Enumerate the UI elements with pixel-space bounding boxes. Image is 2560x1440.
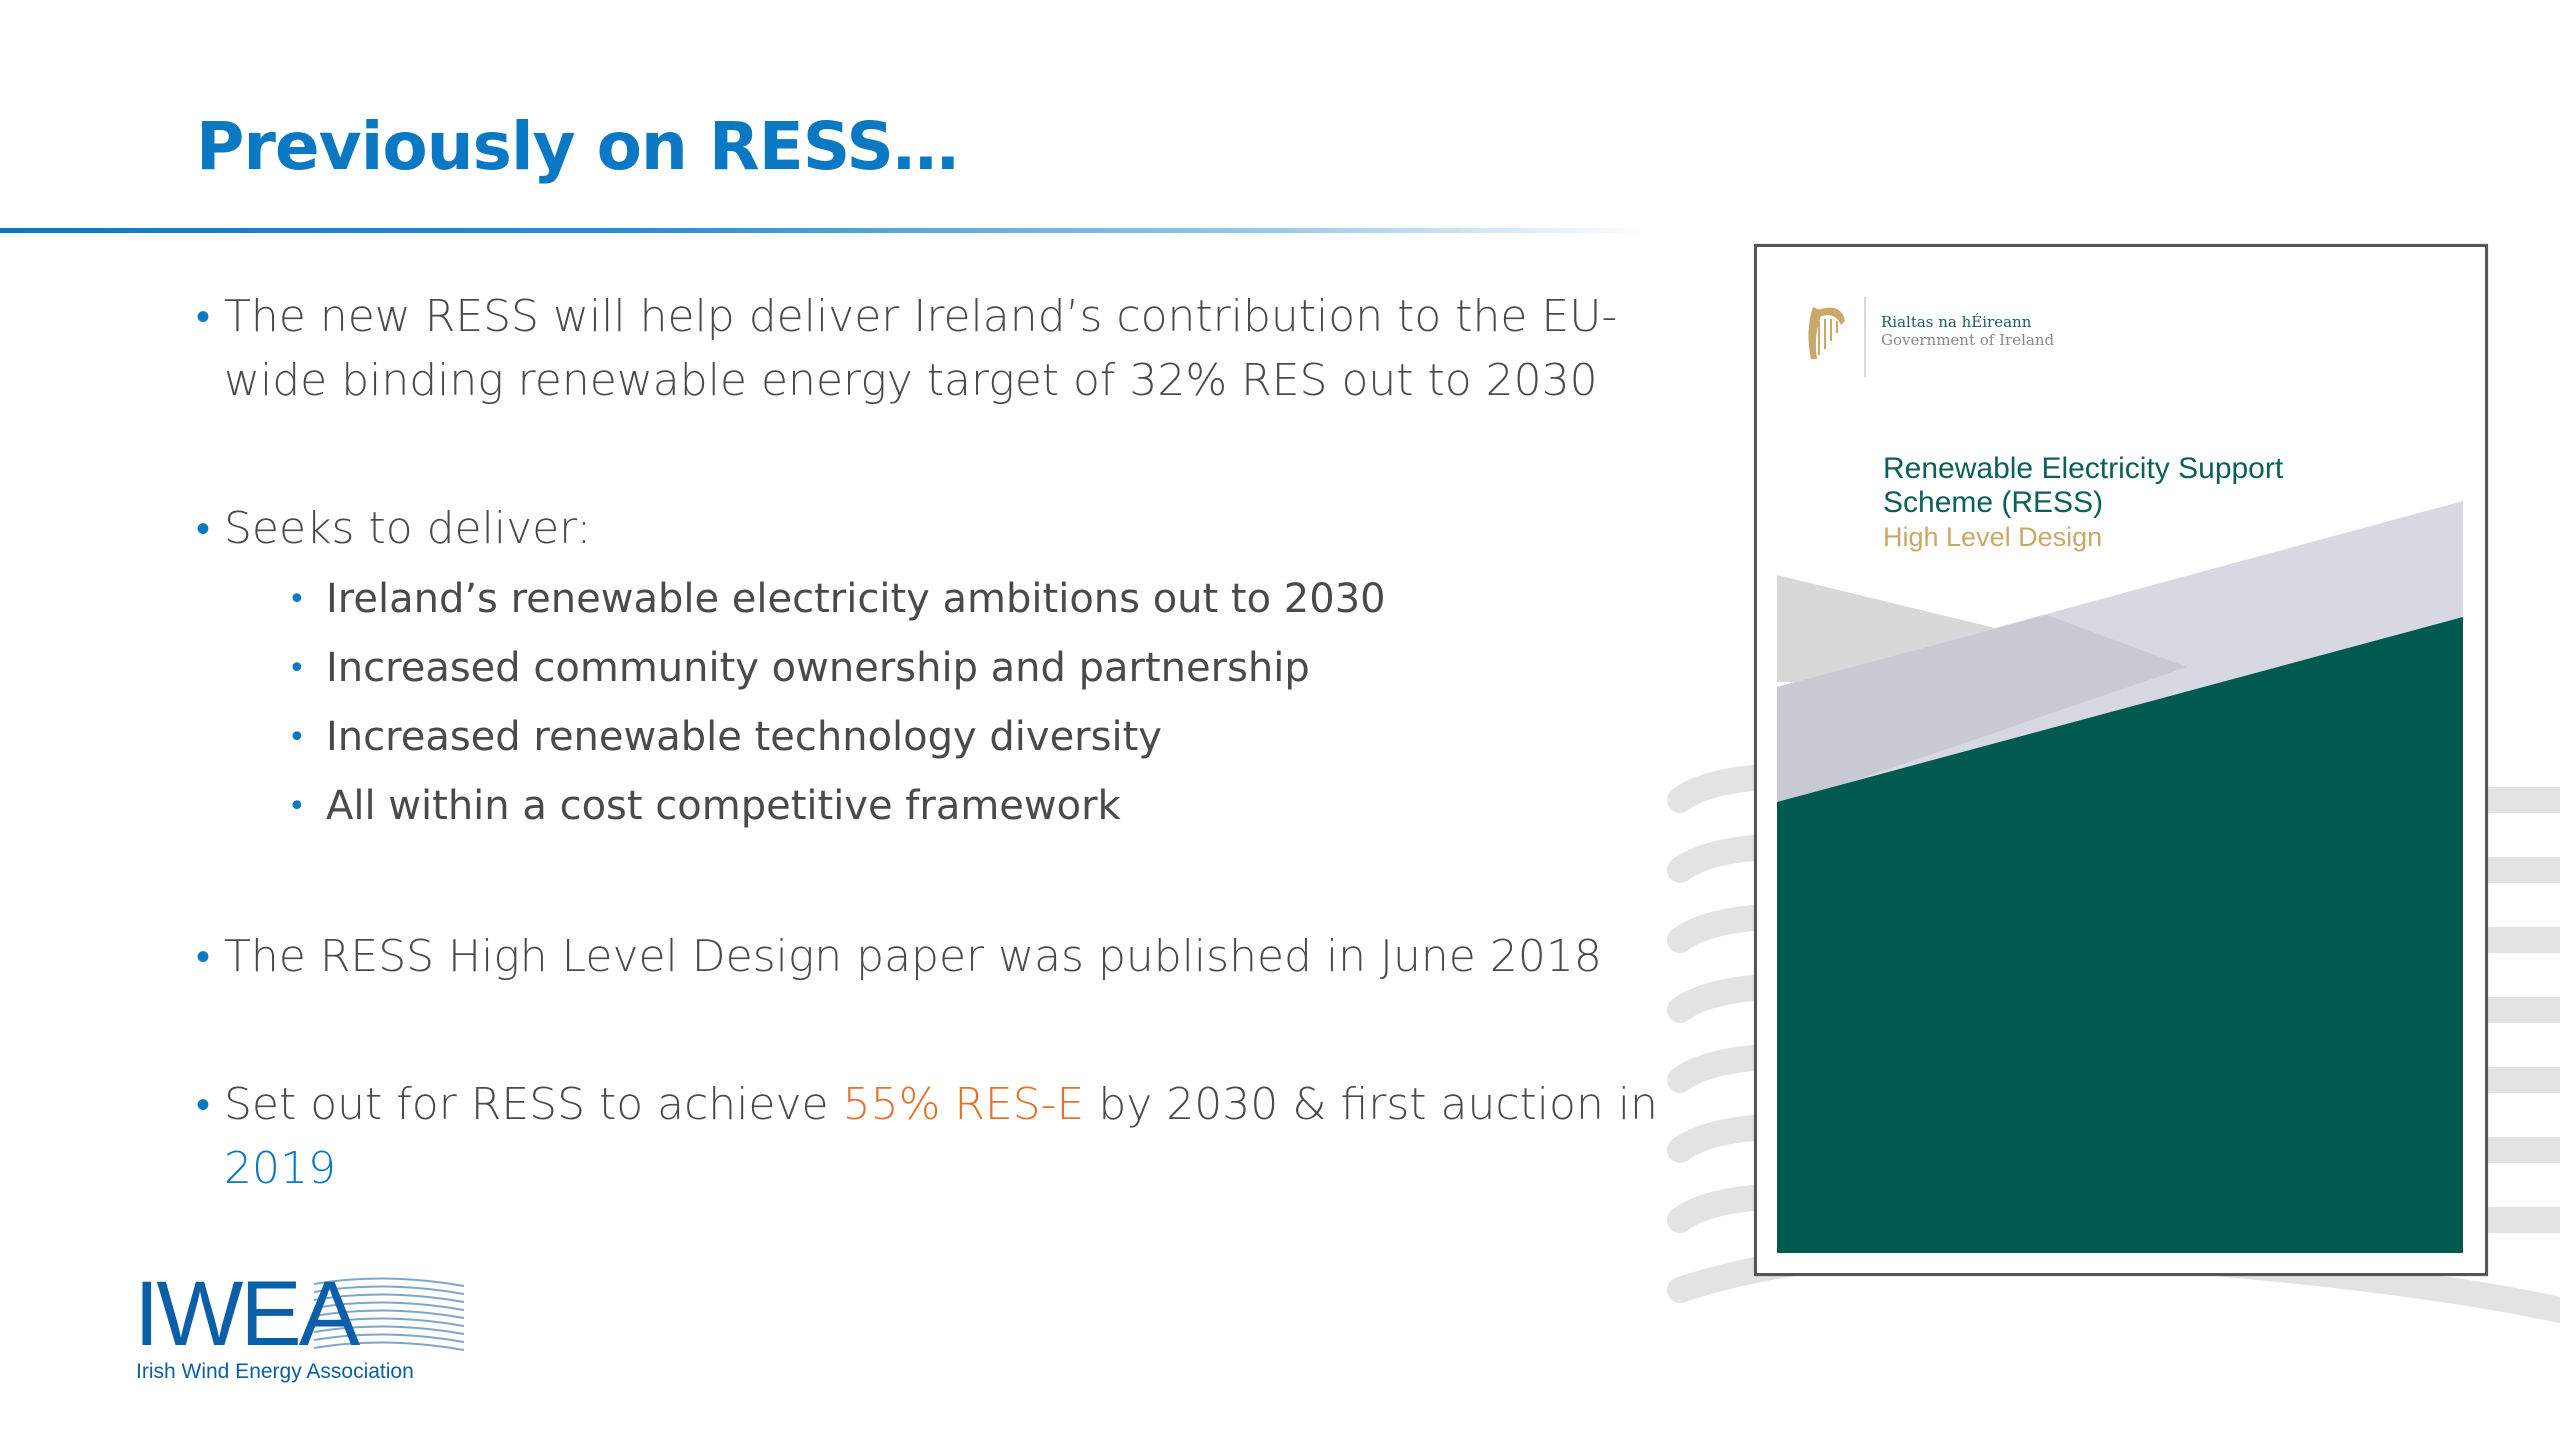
bullet-text: The new RESS will help deliver Ireland’s contribution to the EU-wide binding renewable energy target of 32% RES out to 2030 — [224, 291, 1618, 406]
cover-graphic — [1757, 247, 2485, 1273]
gov-english-name: Government of Ireland — [1881, 331, 2055, 349]
cover-subtitle: High Level Design — [1883, 522, 2103, 552]
highlight-res-e-target: 55% RES-E — [842, 1079, 1085, 1130]
bullet-text-pre: Set out for RESS to achieve — [224, 1079, 843, 1130]
cover-title — [1883, 452, 2283, 520]
iwea-logo — [134, 1263, 474, 1388]
bullet-seeks-to-deliver — [196, 497, 1716, 561]
bullet-text-mid: by 2030 & first auction in — [1084, 1079, 1658, 1130]
logo-tagline: Irish Wind Energy Association — [136, 1360, 414, 1383]
sub-bullet-item — [196, 703, 1716, 772]
bullet-dot-icon: • — [196, 934, 211, 980]
bullet-dot-icon: • — [196, 506, 211, 552]
bullet-dot-icon: • — [288, 720, 306, 755]
sub-bullet-text: Increased renewable technology diversity — [326, 714, 1162, 760]
cover-title-line1: Renewable Electricity Support — [1883, 452, 2284, 485]
highlight-auction-year: 2019 — [224, 1143, 336, 1194]
sub-bullet-text: Ireland’s renewable electricity ambitions out to 2030 — [326, 576, 1386, 622]
ress-document-cover — [1754, 244, 2488, 1276]
cover-title-line2: Scheme (RESS) — [1883, 486, 2104, 519]
bullet-dot-icon: • — [288, 789, 306, 824]
sub-bullet-text: All within a cost competitive framework — [326, 783, 1121, 829]
gov-irish-name: Rialtas na hÉireann — [1881, 313, 2032, 331]
bullet-dot-icon: • — [196, 294, 211, 340]
bullet-publication — [196, 925, 1716, 989]
title-divider — [0, 228, 1650, 233]
bullet-dot-icon: • — [288, 651, 306, 686]
bullet-list — [196, 285, 1716, 1201]
bullet-ress-contribution — [196, 285, 1716, 413]
sub-bullet-list — [196, 565, 1716, 841]
bullet-text: The RESS High Level Design paper was published in June 2018 — [224, 931, 1602, 982]
slide-title: Previously on RESS… — [196, 108, 958, 185]
logo-wordmark: IWEA — [134, 1263, 358, 1365]
sub-bullet-item — [196, 634, 1716, 703]
harp-icon — [1808, 307, 1845, 359]
sub-bullet-text: Increased community ownership and partnership — [326, 645, 1310, 691]
bullet-text: Seeks to deliver: — [224, 503, 592, 554]
bullet-dot-icon: • — [196, 1082, 211, 1128]
bullet-targets — [196, 1073, 1716, 1201]
government-of-ireland-label — [1881, 313, 2054, 349]
sub-bullet-item — [196, 772, 1716, 841]
sub-bullet-item — [196, 565, 1716, 634]
bullet-dot-icon: • — [288, 582, 306, 617]
